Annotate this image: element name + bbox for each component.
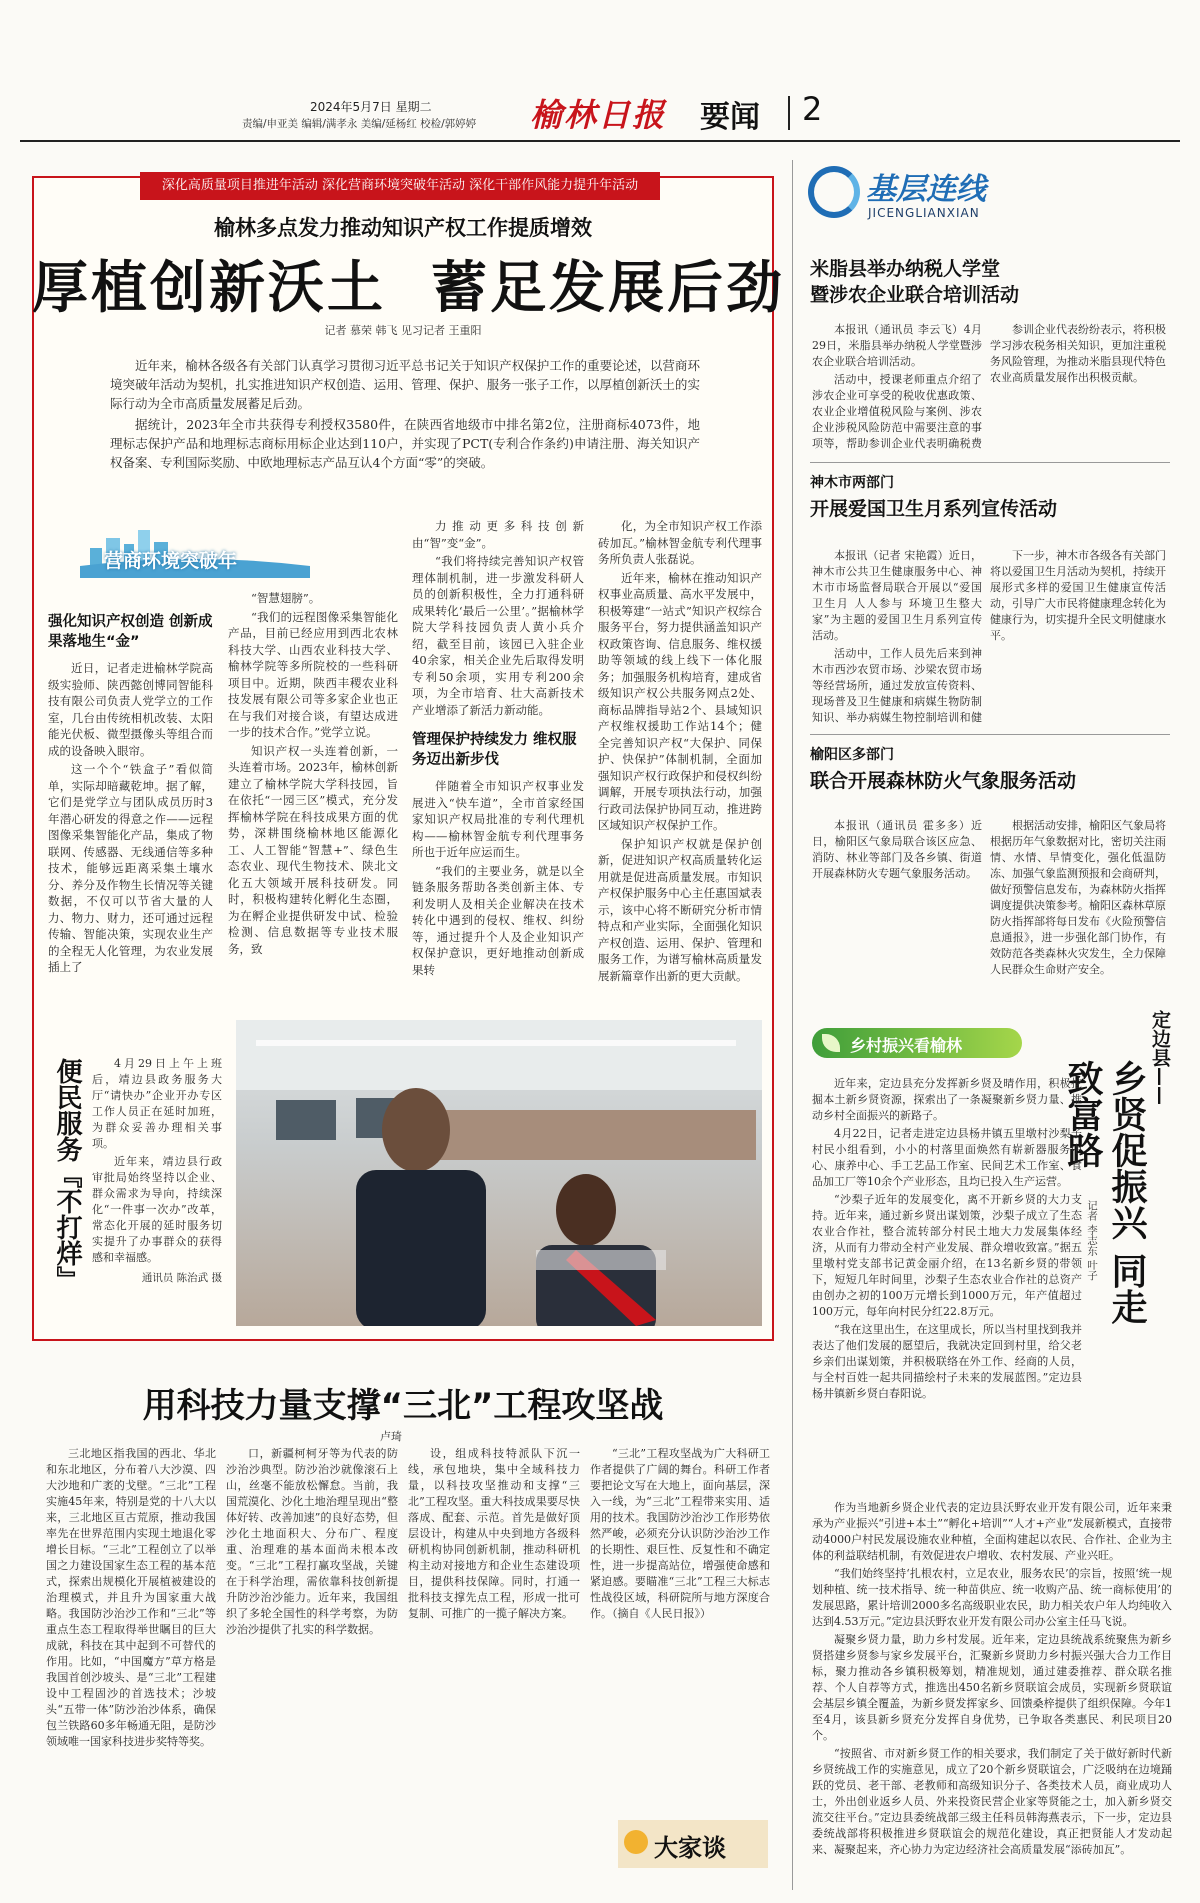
page-number: 2 — [802, 90, 823, 128]
photo-illustration — [236, 1020, 762, 1326]
paragraph: 凝聚乡贤力量，助力乡村发展。近年来，定边县统战系统聚焦为新乡贤搭建乡贤参与家乡发展平台，汇聚新乡贤助力乡村振兴强大合力工作目标，聚力推动各乡镇积极筹划，精准规划，通过建委推荐、群众联名推荐、个人自荐等方式，推选出450名新乡贤联谊会成员，实现新乡贤联谊会基层乡镇全覆盖，为新乡贤发挥家乡、回馈桑梓提供了组织保障。今年1至4月，该县新乡贤充分发挥自身优势，已争取各类惠民、利民项目20个。 — [812, 1633, 1172, 1742]
campaign-banner — [140, 172, 660, 200]
paragraph: 力推动更多科技创新由“智”变“金”。 — [412, 519, 584, 550]
shenmu-body-b — [990, 548, 1166, 723]
yuyang-pre: 榆阳区多部门 — [810, 747, 894, 763]
caption-para: 4月29日上午上班后，靖边县政务服务大厅“请快办”企业开办专区工作人员正在延时加班，为群众妥善办理相关事项。 — [92, 1057, 222, 1150]
paragraph: 本报讯（通讯员 李云飞）4月29日，米脂县举办纳税人学堂暨涉农企业联合培训活动。 — [812, 323, 982, 368]
banner-label: 乡村振兴看榆林 — [850, 1036, 963, 1055]
shenmu-pre: 神木市两部门 — [810, 475, 894, 491]
dingbian-body-wide — [812, 1500, 1172, 1890]
title-line: 米脂县举办纳税人学堂 — [810, 258, 1001, 280]
paragraph: 化，为全市知识产权工作添砖加瓦。”榆林智金航专利代理事务所负责人张磊说。 — [598, 519, 762, 566]
rule — [810, 462, 1170, 463]
lead-byline: 记者 慕荣 韩飞 见习记者 王重阳 — [324, 324, 482, 337]
bulb-icon — [624, 1830, 648, 1854]
caption-para: 近年来，靖边县行政审批局始终坚持以企业、群众需求为导向，持续深化“一件事一次办”改革，常态化开展的延时服务切实提升了办事群众的获得感和幸福感。 — [92, 1155, 222, 1264]
bottom-col-4 — [590, 1446, 770, 1806]
lead-subhead-1: 强化知识产权创造 创新成果落地生“金” — [48, 614, 213, 650]
paragraph: “我在这里出生，在这里成长，所以当村里找到我并表达了他们发展的愿望后，我就决定回到村里，给父老乡亲们出谋划策，并积极联络在外工作、经商的人员，与全村百姓一起共同描绘村子未来的发展蓝图。”定边县杨井镇新乡贤白春阳说。 — [812, 1323, 1082, 1400]
rule — [810, 734, 1170, 735]
paragraph: 本报讯（通讯员 霍多多）近日，榆阳区气象局联合该区应急、消防、林业等部门及各乡镇、街道开展森林防火专题气象服务活动。 — [812, 819, 982, 880]
photo-feature-title — [52, 1058, 82, 1292]
paragraph: “我们始终坚持‘扎根农村，立足农业，服务农民’的宗旨，按照‘统一规划种植、统一技术指导、统一种苗供应、统一收购产品、统一商标使用’的发展思路，累计培训2000多名高级职业农民，助力相关农户年人均纯收入达到4.53万元。”定边县沃野农业开发有限公司办公室主任马飞说。 — [812, 1567, 1172, 1628]
paragraph: 设，组成科技特派队下沉一线，承包地块，集中全域科技力量，以科技攻坚推动和支撑“三北”工程攻坚。重大科技成果要尽快落成、配套、示范。首先是做好顶层设计，构建从中央到地方各级科研机构协同创新机制，推动科研机构主动对接地方和企业生态建设项目，提供科技保障。同时，打通一批科技支撑先点工程，形成一批可复制、可推广的一揽子解决方案。 — [408, 1447, 580, 1620]
paragraph: 4月22日，记者走进定边县杨井镇五里墩村沙梨子村民小组看到，小小的村落里面焕然有崭新器服务中心、康养中心、手工艺品工作室、民间艺术工作室、食品加工厂等10余个产业形态，且均已投入生产运营。 — [812, 1127, 1082, 1188]
dingbian-byline: 记者 李志东 叶子 — [1086, 1200, 1098, 1281]
paragraph: 伴随着全市知识产权事业发展进入“快车道”，全市首家经国家知识产权局批准的专利代理机构——榆林智金航专利代理事务所也于近年应运而生。 — [412, 779, 584, 859]
paragraph: “沙梨子近年的发展变化，离不开新乡贤的大力支持。近年来，通过新乡贤出谋划策，沙梨子成立了生态农业合作社，整合流转部分村民土地大力发展集体经济，从而有力带动全村产业发展、群众增收致富。”据五里墩村党支部书记黄金丽介绍，在13名新乡贤的带领下，短短几年时间里，沙梨子生态农业合作社的总资产由创办之初的100万元增长到1000万元，年产值超过100万元，每年向村民分红22.8万元。 — [812, 1193, 1082, 1318]
paragraph: 作为当地新乡贤企业代表的定边县沃野农业开发有限公司，近年来秉承为产业振兴“引进+本土”“孵化+培训”“人才+产业”发展新模式，直接带动4000户村民发展设施农业种植，全面构建起以农民、合作社、企业为主体的利益联结机制，有效促进农户增收、农村发展、产业兴旺。 — [812, 1501, 1172, 1562]
paragraph: 三北地区指我国的西北、华北和东北地区，分布着八大沙漠、四大沙地和广袤的戈壁。“三北”工程实施45年来，特别是党的十八大以来，三北地区亘古荒原，推动我国率先在世界范围内实现土地退化零增长目标。“三北”工程创立了以举国之力建设国家生态工程的基本范式，探索出规模化开展植被建设的治理模式，并且升为国家重大战略。我国防沙治沙工作和“三北”等重点生态工程取得举世瞩目的巨大成就，科技在其中起到不可替代的作用。比如，“中国魔方”草方格是我国首创沙坡头、是“三北”工程建设中工程固沙的首选技术；沙坡头“五带一体”防沙治沙体系，确保包兰铁路60多年畅通无阻，是防沙领域唯一国家科技进步奖特等奖。 — [46, 1447, 216, 1748]
lead-kicker: 榆林多点发力推动知识产权工作提质增效 — [214, 216, 592, 240]
masthead-logo: 榆林日报 — [530, 96, 667, 134]
rural-banner — [812, 1020, 1032, 1064]
corner-label-box — [618, 1820, 768, 1868]
paragraph: 近年来，榆林在推动知识产权事业高质量、高水平发展中，积极筹建“一站式”知识产权综合服务平台，努力提供涵盖知识产权政策咨询、信息服务、维权援助等领域的线上线下一体化服务；加强服务机构培育，建成省级知识产权公共服务网点2处、商标品牌指导站2个、县域知识产权维权援助工作站14个；健全完善知识产权“大保护、同保护、快保护”体制机制，全面加强知识产权行政保护和侵权纠纷调解，开展专项执法行动，加强行政司法保护协同互动，推进跨区域知识产权保护工作。 — [598, 570, 762, 832]
paragraph: 活动中，授课老师重点介绍了涉农企业可享受的税收优惠政策、农业企业增值税风险与案例、涉农企业涉税风险防范中需要注意的事项等，帮助参训企业代表明确税费 — [812, 373, 982, 450]
yuyang-title: 联合开展森林防火气象服务活动 — [810, 770, 1077, 792]
photo-caption — [92, 1056, 222, 1286]
mizhi-body-b — [990, 322, 1166, 452]
lead-col-4 — [598, 518, 762, 1040]
section-divider — [788, 96, 790, 130]
lead-subhead-2: 管理保护持续发力 维权服务迈出新步伐 — [412, 732, 577, 768]
title-line: 暨涉农企业联合培训活动 — [810, 284, 1020, 306]
section-name: 要闻 — [700, 100, 760, 135]
yuyang-body-b — [990, 818, 1166, 994]
photo-credit: 通讯员 陈治武 摄 — [141, 1272, 222, 1284]
paragraph: 近日，记者走进榆林学院高级实验师、陕西懿创博同智能科技有限公司负责人党学立的工作室，几台由传统相机改装、太阳能光伏板、微型摄像头等组合而成的设备映入眼帘。 — [48, 661, 213, 758]
corner-label: 大家谈 — [654, 1834, 726, 1862]
page-header — [0, 0, 1200, 138]
paragraph: 保护知识产权就是保护创新，促进知识产权高质量转化运用就是促进高质量发展。市知识产权保护服务中心主任惠国斌表示，该中心将不断研究分析市情特点和产业实际，全面强化知识产权创造、运用、保护、管理和服务工作，为谱写榆林高质量发展新篇章作出新的更大贡献。 — [598, 836, 762, 983]
paragraph: 这一个个“铁盒子”看似简单，实际却暗藏乾坤。据了解，它们是党学立与团队成员历时3年潜心研发的得意之作——远程图像采集智能化产品，集成了物联网、传感器、无线通信等多种技术，能够远距离采集土壤水分、养分及作物生长情况等关键数据，不仅可以节省大量的人力、物力、财力，还可通过远程传输、智能决策，实现农业生产的全程无人化管理，为农业发展插上了 — [48, 762, 213, 974]
lead-col-1 — [48, 660, 213, 1040]
dingbian-title-text: 乡贤促振兴 同走致富路 — [1062, 1060, 1147, 1325]
swirl-icon — [808, 166, 860, 218]
lead-col-2 — [228, 590, 398, 1040]
business-env-badge — [80, 518, 310, 578]
shenmu-title: 开展爱国卫生月系列宣传活动 — [810, 498, 1058, 520]
paragraph: 口，新疆柯柯牙等为代表的防沙治沙典型。防沙治沙就像滚石上山，丝毫不能放松懈怠。当前，我国荒漠化、沙化土地治理呈现出“整体好转、改善加速”的良好态势，但沙化土地面积大、分布广、程度重、治理难的基本面尚未根本改变。“三北”工程打赢攻坚战，关键在于科学治理，需依靠科技创新提升防沙治沙能力。近年来，我国组织了多轮全国性的科学考察，为防沙治沙提供了扎实的科学数据。 — [226, 1447, 398, 1636]
bottom-col-2 — [226, 1446, 398, 1886]
mizhi-title — [810, 256, 1170, 308]
paragraph: 根据活动安排，榆阳区气象局将根据历年气象数据对比，密切关注雨情、水情、旱情变化，强化低温防冻、加强气象监测预报和会商研判，做好预警信息发布，为森林防火指挥调度提供决策参考。榆阳区森林草原防火指挥部将每日发布《火险预警信息通报》，进一步强化部门协作，有效防范各类森林火灾发生，全力保障人民群众生命财产安全。 — [990, 819, 1166, 976]
paragraph: 下一步，神木市各级各有关部门将以爱国卫生月活动为契机，持续开展形式多样的爱国卫生健康宣传活动，引导广大市民将健康理念转化为健康行为，切实提升全民文明健康水平。 — [990, 549, 1166, 642]
lead-intro-para: 据统计，2023年全市共获得专利授权3580件，在陕西省地级市中排名第2位，注册商标4073件，地理标志保护产品和地理标志商标用标企业达到110户，并实现了PCT(专利合作条约)申请注册、海关知识产权备案、专利国际奖励、中欧地理标志产品互认4个方面“零”的突破。 — [110, 417, 700, 470]
lead-col-3a — [412, 518, 584, 723]
logo-cn: 基层连线 — [866, 172, 986, 207]
dingbian-body — [812, 1076, 1082, 1496]
lead-intro — [110, 356, 700, 474]
campaign-banner-text: 深化高质量项目推进年活动 深化营商环境突破年活动 深化干部作风能力提升年活动 — [161, 178, 639, 193]
paragraph: “我们的主要业务，就是以全链条服务帮助各类创新主体、专利发明人及相关企业解决在技术转化中遇到的侵权、维权、纠纷等，通过提升个人及企业知识产权保护意识，更好地推动创新成果转 — [412, 863, 584, 977]
paragraph: 本报讯（记者 宋艳霞）近日，神木市公共卫生健康服务中心、神木市市场监督局联合开展以“爱国卫生月 人人参与 环境卫生整大家”为主题的爱国卫生月系列宣传活动。 — [812, 549, 982, 642]
dingbian-county: 定边县—— — [1149, 1010, 1171, 1105]
header-date: 2024年5月7日 星期二 — [310, 100, 432, 114]
paragraph: “按照省、市对新乡贤工作的相关要求，我们制定了关于做好新时代新乡贤统战工作的实施意见，成立了20个新乡贤联谊会，广泛吸纳在边境踊跃的党员、老干部、老教师和高级知识分子、各类技术人员，商业成功人士，外出创业返乡人员、外来投资民营企业家等贤能之士，加入新乡贤交流交往平台。”定边县委统战部三级主任科员韩海燕表示，下一步，定边县委统战部将积极推进乡贤联谊会的规范化建设，真正把贤能人才发动起来、凝聚起来，齐心协力为定边经济社会高质量发展“添砖加瓦”。 — [812, 1747, 1172, 1856]
paragraph: 近年来，定边县充分发挥新乡贤及晴作用，积极挖掘本土新乡贤资源，探索出了一条凝聚新乡贤力量、推动乡村全面振兴的新路子。 — [812, 1077, 1082, 1122]
mizhi-body-a — [812, 322, 982, 452]
bottom-title: 用科技力量支撑“三北”工程攻坚战 — [142, 1386, 664, 1426]
bottom-author: 卢琦 — [380, 1430, 402, 1443]
paragraph: 知识产权一头连着创新，一头连着市场。2023年，榆林创新建立了榆林学院大学科技园，旨在依托“一园三区”模式，充分发挥榆林学院在科技成果方面的优势，深耕围绕榆林地区能源化工、人工智能“智慧+”、绿色生态农业、现代生物技术、陕北文化五大领域开展科技研发。同时，积极构建转化孵化生态圈，为在孵企业提供研发中试、检验检测、信息数据等专业技术服务，致 — [228, 743, 398, 956]
paragraph: “我们的远程图像采集智能化产品，目前已经应用到西北农林科技大学、山西农业科技大学、榆林学院等多所院校的一些科研项目中。近期，陕西丰稷农业科技发展有限公司等多家企业也正在与我们对接合谈，有望达成进一步的技术合作。”党学立说。 — [228, 609, 398, 739]
column-rule — [792, 160, 793, 1890]
lead-intro-para: 近年来，榆林各级各有关部门认真学习贯彻习近平总书记关于知识产权保护工作的重要论述，以营商环境突破年活动为契机，扎实推进知识产权创造、运用、管理、保护、服务一张子工作，以厚植创新沃土的实际行动为全市高质量发展蓄足后劲。 — [110, 358, 700, 411]
logo-pinyin: JICENGLIANXIAN — [868, 206, 980, 220]
bottom-col-1 — [46, 1446, 216, 1886]
lead-title: 厚植创新沃土 蓄足发展后劲 — [32, 256, 785, 321]
header-editors: 责编/申亚美 编辑/满孝永 美编/延杨红 校检/郭婷婷 — [242, 118, 477, 130]
bottom-col-3 — [408, 1446, 580, 1886]
photo-title-text: 便民服务『不打烊』 — [52, 1058, 82, 1292]
grassroots-logo — [808, 164, 1038, 234]
paragraph: 参训企业代表纷纷表示，将积极学习涉农税务相关知识，更加注重税务风险管理，为推动米脂县现代特色农业高质量发展作出积极贡献。 — [990, 323, 1166, 384]
shenmu-body-a — [812, 548, 982, 723]
paragraph: 活动中，工作人员先后来到神木市西沙农贸市场、沙梁农贸市场等经营场所，通过发放宣传资料、现场普及卫生健康和病媒生物防制知识、举办病媒生物控制培训和健 — [812, 647, 982, 723]
yuyang-body-a — [812, 818, 982, 994]
header-rule — [20, 140, 1180, 142]
lead-col-3b — [412, 778, 584, 1040]
paragraph: “我们将持续完善知识产权管理体制机制，进一步激发科研人员的创新积极性，全力打通科研成果转化‘最后一公里’。”据榆林学院大学科技园负责人黄小兵介绍，截至目前，该园已入驻企业40余家，相关企业先后取得发明专利50余项，实用专利200余项，为全市培育、壮大高新技术产业增添了新活力新动能。 — [412, 554, 584, 717]
badge-label: 营商环境突破年 — [104, 550, 238, 572]
paragraph: “智慧翅膀”。 — [251, 591, 321, 605]
service-hall-photo — [236, 1020, 762, 1326]
paragraph: “三北”工程攻坚战为广大科研工作者提供了广阔的舞台。科研工作者要把论文写在大地上，面向基层，深入一线，为“三北”工程带来实用、适用的技术。我国防沙治沙工作形势依然严峻，必须充分认识防沙治沙工作的长期性、艰巨性、反复性和不确定性，进一步提高站位，增强使命感和紧迫感。要瞄准“三北”工程三大标志性战役区域，科研院所与地方深度合作。（摘自《人民日报》） — [590, 1447, 770, 1620]
